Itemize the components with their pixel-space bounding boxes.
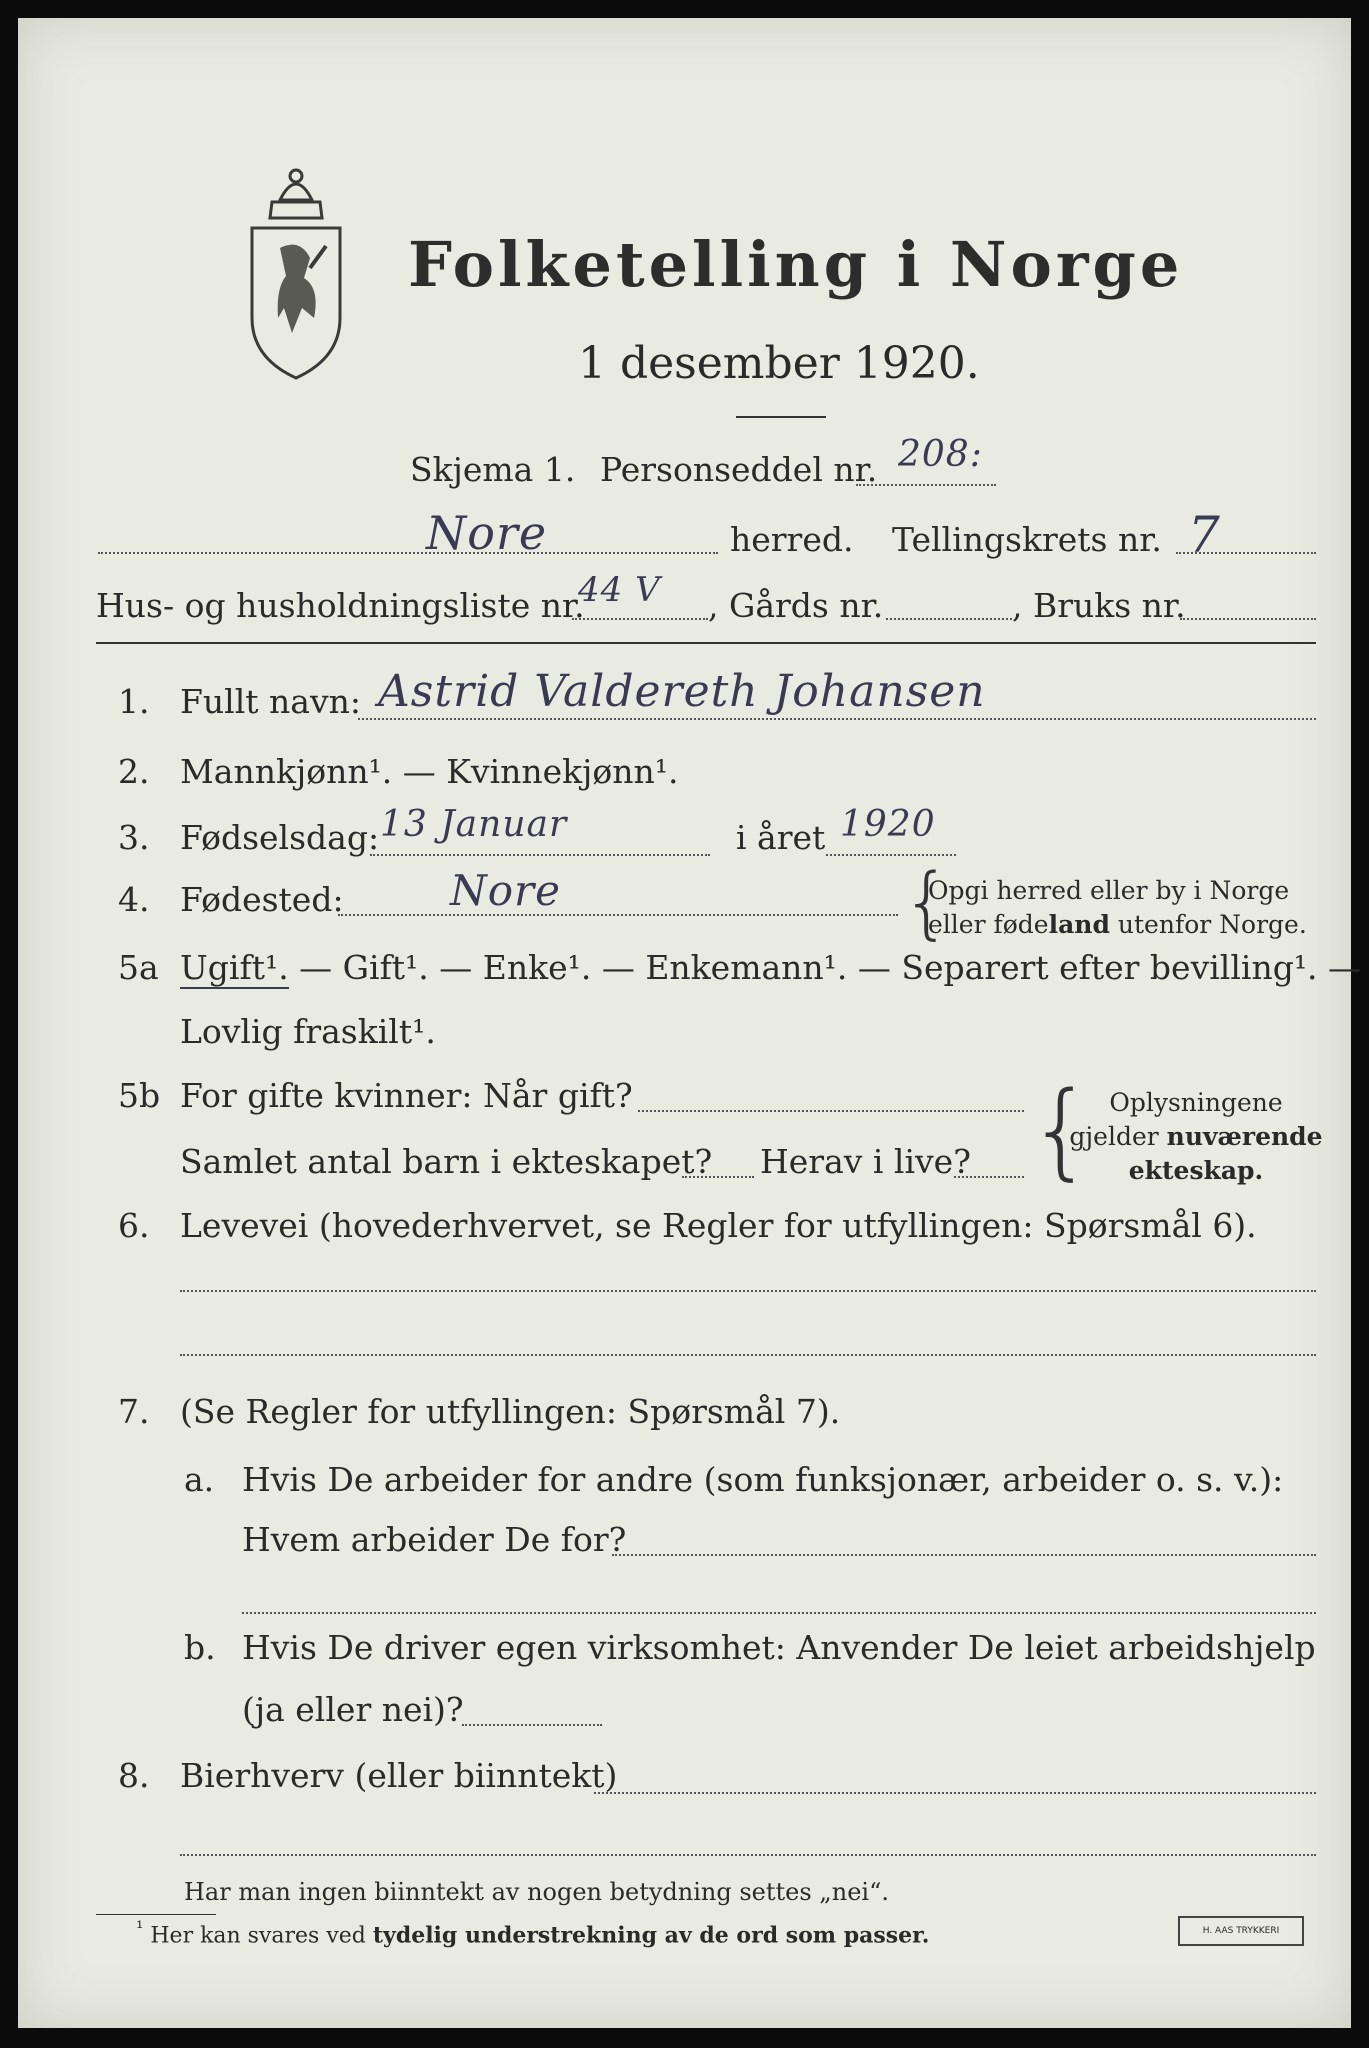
footnote-rule (96, 1914, 216, 1915)
q4-note-line2-a: eller føde (928, 910, 1049, 939)
q6-number: 6. (118, 1206, 150, 1245)
q3-year-line (826, 854, 956, 856)
footnote-text-a: Her kan svares ved (150, 1923, 373, 1949)
q4-note-line2 (928, 908, 1307, 942)
q5b-note-line3 (1066, 1154, 1326, 1188)
q1-number: 1. (118, 682, 150, 721)
q8-note: Har man ingen biinntekt av nogen betydning settes „nei“. (184, 1878, 889, 1906)
herred-line (98, 552, 718, 554)
footnote-mark: ¹ (136, 1918, 144, 1939)
q5a-options (180, 948, 1361, 987)
q5b-label3: Herav i live? (760, 1142, 971, 1181)
census-form-sheet (18, 18, 1362, 2028)
q5b-note (1066, 1086, 1326, 1188)
q7a-line2: Hvem arbeider De for? (242, 1520, 627, 1559)
q2-label: Mannkjønn¹. — Kvinnekjønn¹. (180, 752, 679, 791)
husholdningsliste-label: Hus- og husholdningsliste nr. (96, 586, 585, 625)
q8-extra-line (180, 1854, 1316, 1856)
printer-stamp-text: H. AAS TRYKKERI (1202, 1926, 1280, 1936)
q7a-letter: a. (184, 1460, 215, 1499)
bruks-label: , Bruks nr. (1012, 586, 1186, 625)
form-title: Folketelling i Norge (408, 228, 1184, 301)
q5b-note-line1: Oplysningene (1109, 1088, 1283, 1117)
q3-day-line (370, 854, 710, 856)
q5b-note-line3-text: ekteskap. (1128, 1156, 1264, 1185)
printer-stamp (1178, 1916, 1304, 1946)
q7a-line1: Hvis De arbeider for andre (som funksjonær, arbeider o. s. v.): (242, 1460, 1284, 1499)
census-date: 1 desember 1920. (578, 338, 980, 389)
herred-label: herred. (730, 520, 854, 559)
q5b-barn-line (682, 1176, 754, 1178)
norway-coat-of-arms-icon (240, 158, 352, 383)
bruks-line (1180, 618, 1316, 620)
q7b-answer-line (462, 1724, 602, 1726)
q3-number: 3. (118, 818, 150, 857)
q6-label: Levevei (hovederhvervet, se Regler for utfyllingen: Spørsmål 6). (180, 1206, 1257, 1245)
q2-number: 2. (118, 752, 150, 791)
q5b-note-line2-a: gjelder (1069, 1122, 1167, 1151)
q5b-note-line2-b: nuværende (1166, 1122, 1323, 1151)
q5b-note-brace: { (1028, 1069, 1095, 1191)
q4-note (928, 874, 1307, 942)
q7a-extra-line (242, 1612, 1316, 1614)
gards-line (886, 618, 1012, 620)
q5b-ilive-line (954, 1176, 1024, 1178)
q4-note-line2-c: utenfor Norge. (1109, 910, 1307, 939)
personseddel-label: Personseddel nr. (600, 450, 878, 489)
q3-year-label: i året (736, 818, 826, 857)
q7b-letter: b. (184, 1628, 216, 1667)
header-rule (96, 642, 1316, 644)
q4-number: 4. (118, 880, 150, 919)
q7-label: (Se Regler for utfyllingen: Spørsmål 7). (180, 1392, 841, 1431)
q5b-gift-line (638, 1110, 1024, 1112)
q5b-note-line2 (1066, 1120, 1326, 1154)
q5a-line2: Lovlig fraskilt¹. (180, 1012, 436, 1051)
q4-note-brace: { (902, 858, 952, 948)
q4-label: Fødested: (180, 880, 344, 919)
q7b-line2: (ja eller nei)? (242, 1690, 464, 1729)
gards-label: , Gårds nr. (708, 586, 884, 625)
tellingskrets-value: 7 (1188, 506, 1221, 564)
q3-label: Fødselsdag: (180, 818, 380, 857)
q5b-label2: Samlet antal barn i ekteskapet? (180, 1142, 713, 1181)
q8-label: Bierhverv (eller biinntekt) (180, 1756, 618, 1795)
q6-line2 (180, 1354, 1316, 1356)
footnote (136, 1918, 929, 1948)
q5b-number: 5b (118, 1076, 161, 1115)
q4-line (338, 914, 898, 916)
q5a-number: 5a (118, 948, 159, 987)
personseddel-line (856, 484, 996, 486)
husholdningsliste-value: 44 V (578, 570, 661, 610)
q1-full-name: Astrid Valdereth Johansen (378, 666, 986, 717)
q1-line (358, 718, 1316, 720)
herred-value: Nore (426, 506, 548, 560)
q3-birth-year: 1920 (840, 804, 936, 845)
personseddel-number: 208: (898, 434, 983, 475)
q7a-answer-line (612, 1554, 1316, 1556)
q4-note-line1: Opgi herred eller by i Norge (928, 876, 1290, 905)
q8-number: 8. (118, 1756, 150, 1795)
skjema-label: Skjema 1. (410, 450, 576, 489)
q4-birthplace: Nore (450, 866, 561, 915)
husholdningsliste-line (572, 618, 708, 620)
q6-line1 (180, 1290, 1316, 1292)
q3-birth-day: 13 Januar (380, 804, 568, 845)
title-divider (736, 416, 826, 418)
q7-number: 7. (118, 1392, 150, 1431)
q5a-ugift: Ugift¹. (180, 948, 289, 987)
q5b-label1: For gifte kvinner: Når gift? (180, 1076, 633, 1115)
tellingskrets-label: Tellingskrets nr. (892, 520, 1162, 559)
q1-label: Fullt navn: (180, 682, 361, 721)
q5a-other-options: — Gift¹. — Enke¹. — Enkemann¹. — Separert efter bevilling¹. — (288, 948, 1362, 987)
footnote-text-b: tydelig understrekning av de ord som passer. (372, 1922, 930, 1949)
q4-note-line2-b: land (1048, 910, 1110, 939)
q8-answer-line (594, 1792, 1316, 1794)
q7b-line1: Hvis De driver egen virksomhet: Anvender De leiet arbeidshjelp (242, 1628, 1316, 1667)
